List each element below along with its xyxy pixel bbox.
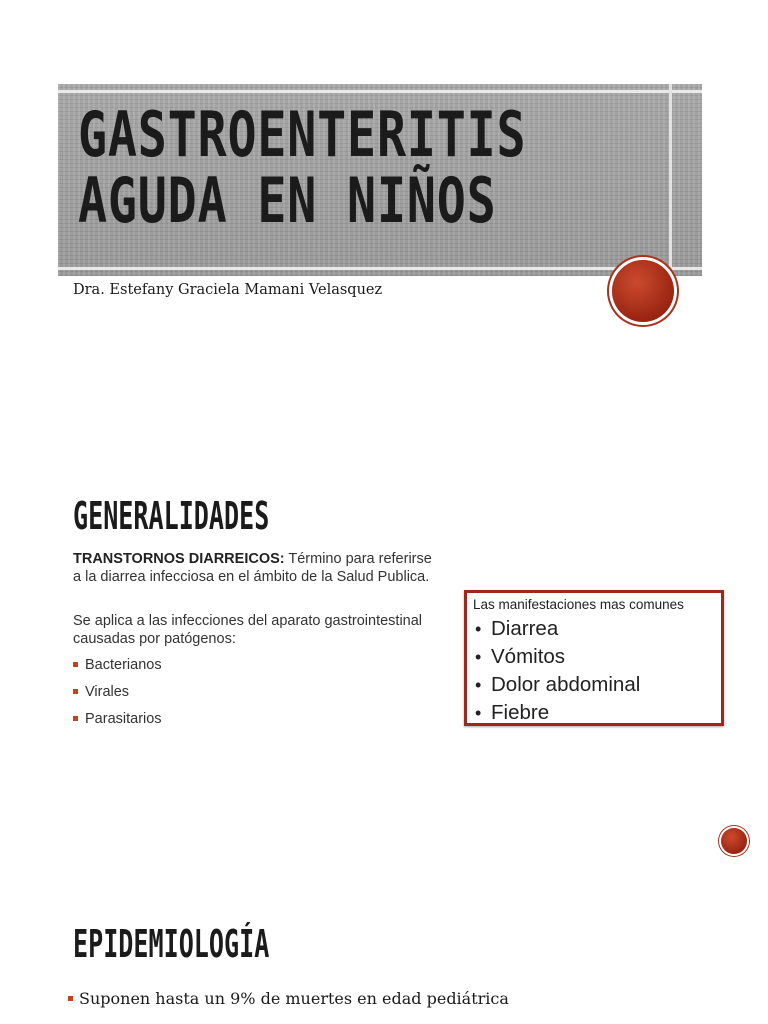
manifestations-list bbox=[475, 615, 640, 727]
title-line-1: GASTROENTERITIS bbox=[78, 98, 527, 171]
decorative-circle-icon bbox=[612, 260, 674, 322]
manifestations-callout bbox=[464, 590, 724, 726]
bullet-icon: • bbox=[475, 647, 482, 667]
bullet-icon: • bbox=[475, 675, 482, 695]
definition-paragraph bbox=[73, 550, 433, 586]
title-slide bbox=[0, 0, 768, 440]
band-top-rule bbox=[58, 90, 702, 93]
section-heading-generalidades: GENERALIDADES bbox=[73, 494, 270, 538]
list-item bbox=[475, 643, 640, 671]
presentation-title bbox=[78, 98, 527, 237]
list-item: Virales bbox=[73, 683, 162, 701]
list-item bbox=[475, 671, 640, 699]
author-name: Dra. Estefany Graciela Mamani Velasquez bbox=[73, 282, 383, 298]
epidemiologia-slide bbox=[0, 900, 768, 1024]
applies-paragraph: Se aplica a las infecciones del aparato gastrointestinal causadas por patógenos: bbox=[73, 613, 423, 647]
title-band bbox=[58, 84, 702, 276]
manifestation-label: Fiebre bbox=[491, 701, 550, 724]
generalidades-slide bbox=[0, 470, 768, 870]
manifestation-label: Diarrea bbox=[491, 617, 559, 640]
section-heading-epidemiologia: EPIDEMIOLOGÍA bbox=[73, 922, 270, 966]
decorative-circle-icon bbox=[721, 828, 747, 854]
title-line-2: AGUDA EN NIÑOS bbox=[78, 164, 497, 237]
bullet-icon: • bbox=[475, 619, 482, 639]
list-item bbox=[475, 699, 640, 727]
pathogen-list bbox=[73, 656, 162, 737]
definition-term: TRANSTORNOS DIARREICOS: bbox=[73, 551, 285, 567]
bullet-icon: • bbox=[475, 703, 482, 723]
manifestation-label: Dolor abdominal bbox=[491, 673, 641, 696]
band-bottom-rule bbox=[58, 267, 702, 270]
list-item: Bacterianos bbox=[73, 656, 162, 674]
epidemiology-list bbox=[68, 988, 509, 1010]
list-item bbox=[475, 615, 640, 643]
list-item: Parasitarios bbox=[73, 710, 162, 728]
definition-text: Término para referirse a la diarrea infecciosa en el ámbito de la Salud Publica. bbox=[73, 551, 432, 585]
callout-heading: Las manifestaciones mas comunes bbox=[473, 597, 684, 612]
manifestation-label: Vómitos bbox=[491, 645, 566, 668]
list-item: Suponen hasta un 9% de muertes en edad pediátrica bbox=[68, 988, 509, 1010]
band-divider bbox=[669, 84, 672, 276]
